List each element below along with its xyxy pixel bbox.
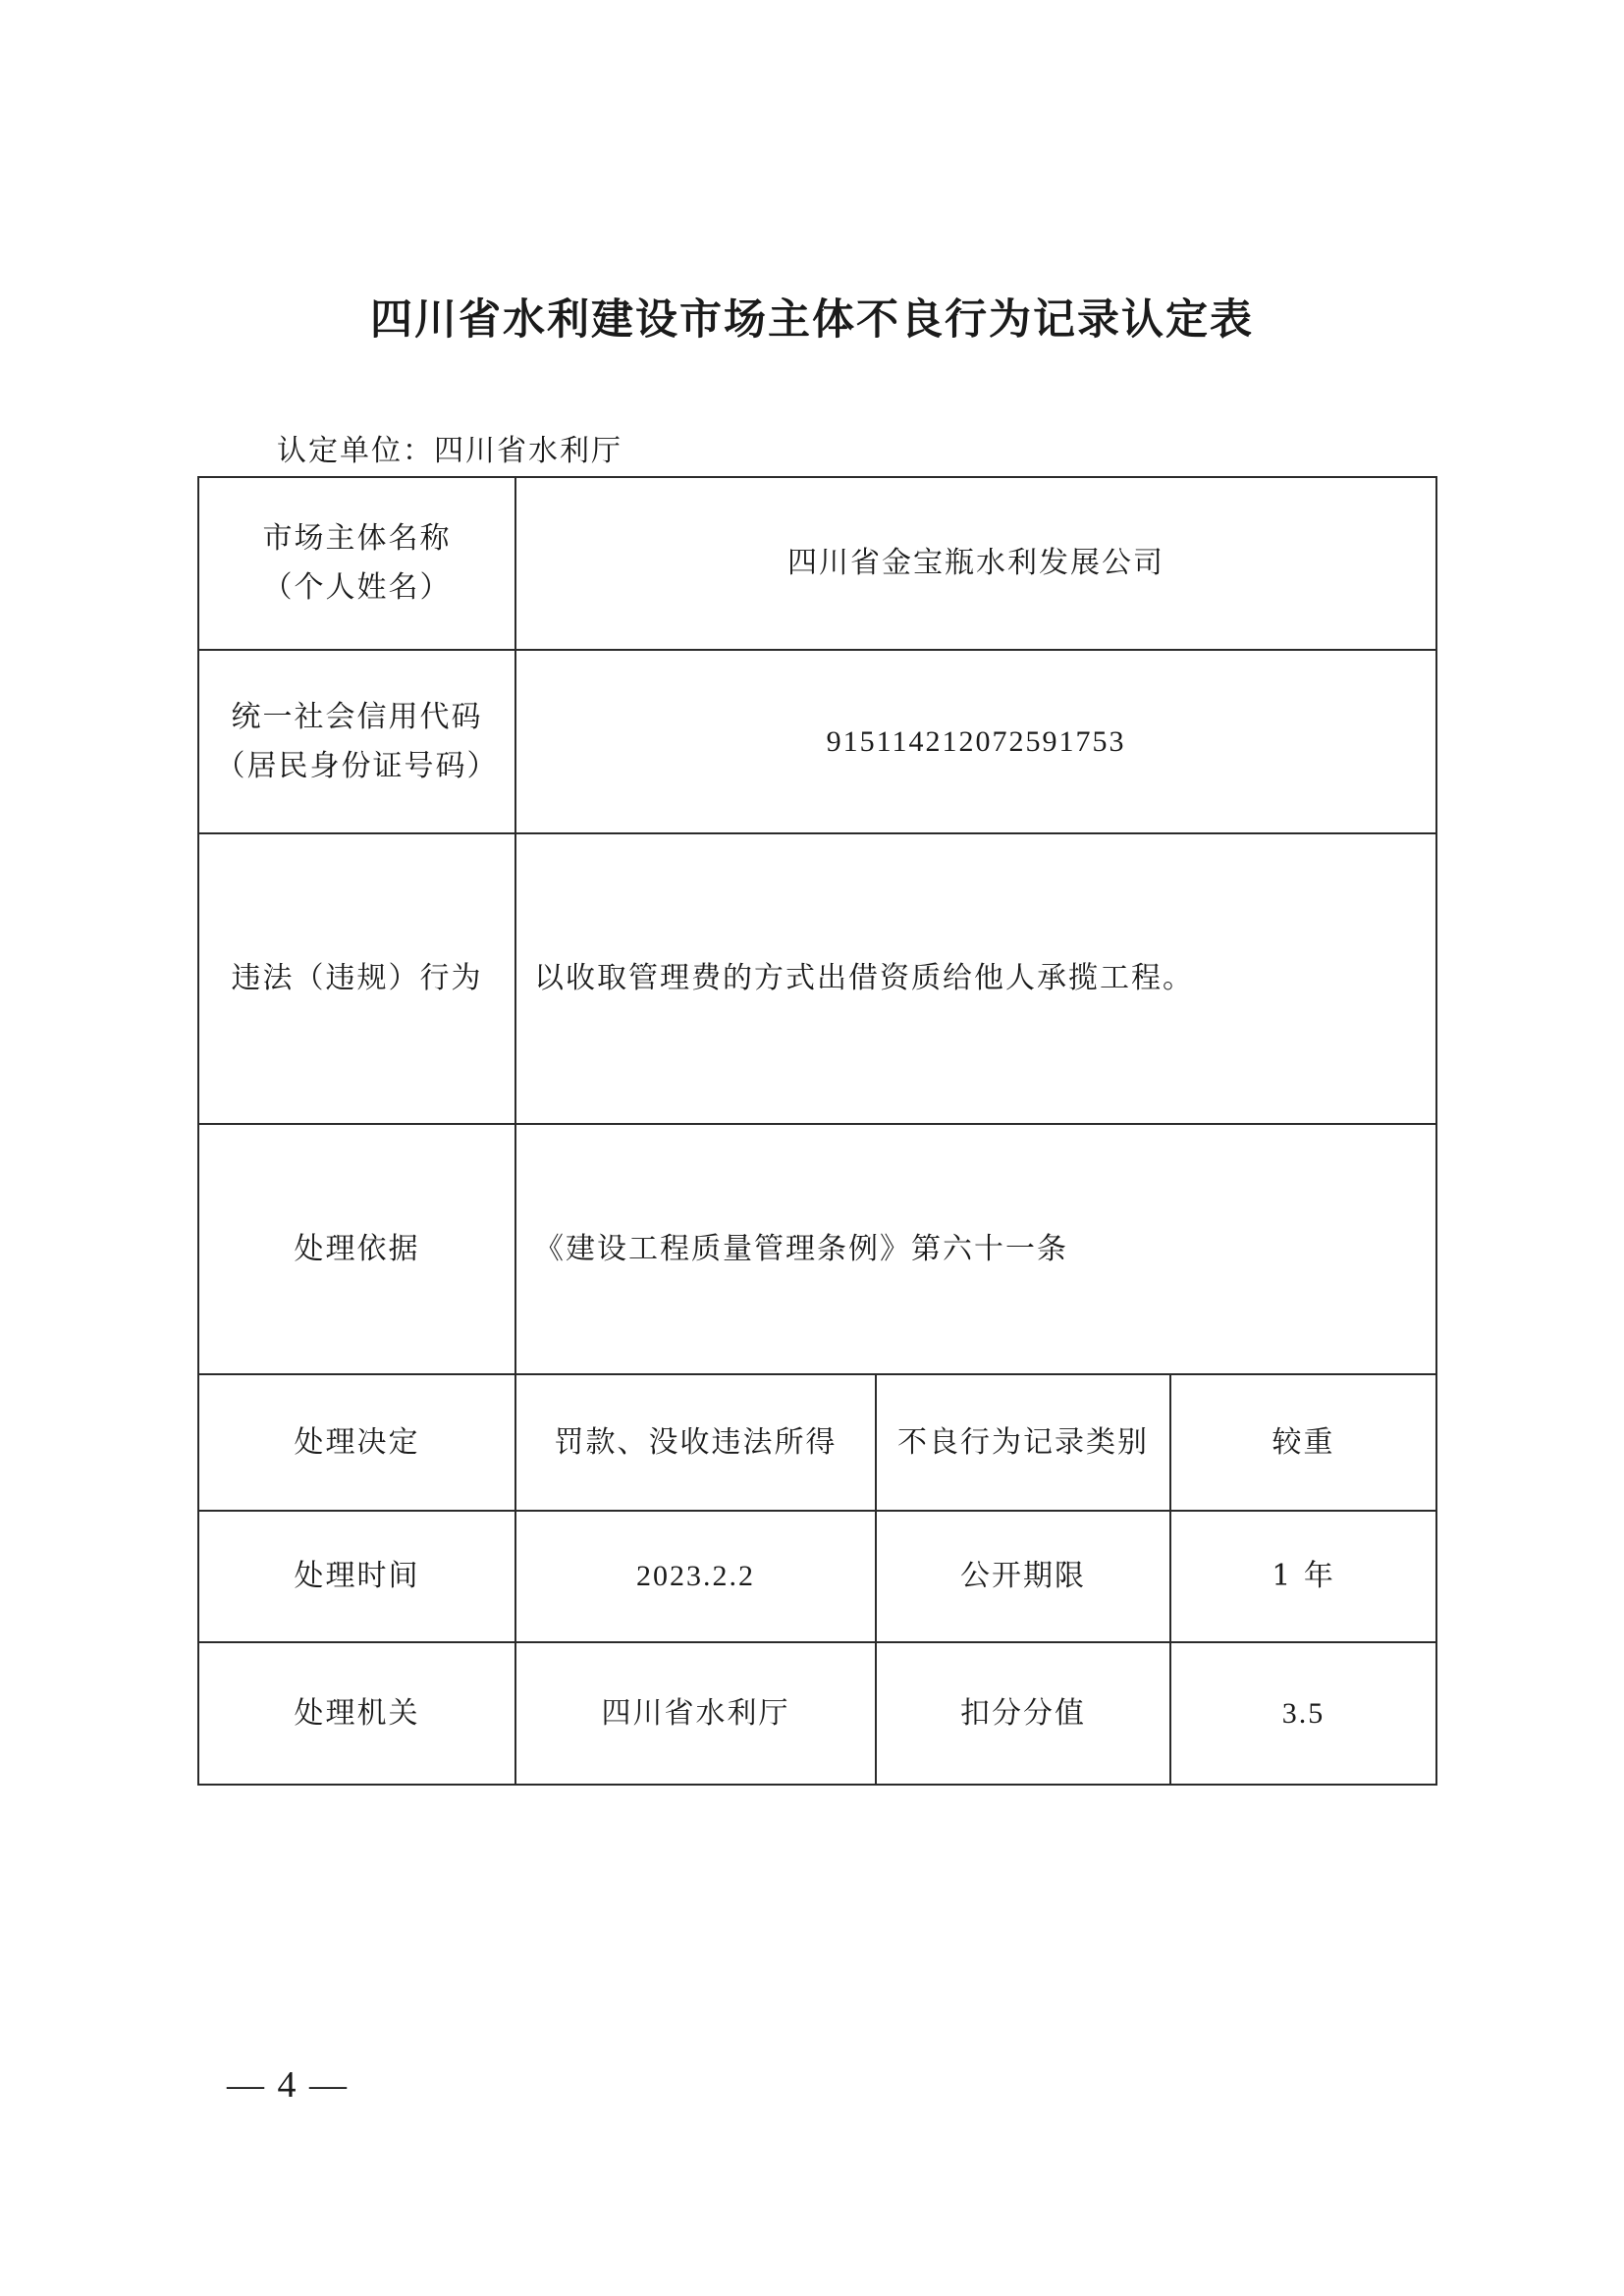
row-credit-code	[198, 650, 1436, 833]
credit-code-label	[198, 650, 515, 833]
category-label: 不良行为记录类别	[876, 1374, 1170, 1511]
row-violation	[198, 833, 1436, 1124]
page-number: — 4 —	[227, 2064, 349, 2106]
entity-name-label-line-1: 市场主体名称	[262, 521, 452, 556]
category-value: 较重	[1170, 1374, 1436, 1511]
violation-value: 以收取管理费的方式出借资质给他人承揽工程。	[515, 833, 1436, 1124]
credit-code-label-line-1: 统一社会信用代码	[231, 699, 483, 734]
decision-label: 处理决定	[198, 1374, 515, 1511]
row-authority	[198, 1642, 1436, 1785]
score-value: 3.5	[1170, 1642, 1436, 1785]
basis-value: 《建设工程质量管理条例》第六十一条	[515, 1124, 1436, 1374]
decision-value: 罚款、没收违法所得	[515, 1374, 876, 1511]
period-label: 公开期限	[876, 1511, 1170, 1642]
time-label: 处理时间	[198, 1511, 515, 1642]
row-time	[198, 1511, 1436, 1642]
entity-name-label	[198, 477, 515, 650]
authority-value: 四川省水利厅	[515, 1642, 876, 1785]
basis-label: 处理依据	[198, 1124, 515, 1374]
time-value: 2023.2.2	[515, 1511, 876, 1642]
row-basis	[198, 1124, 1436, 1374]
row-entity-name	[198, 477, 1436, 650]
row-decision	[198, 1374, 1436, 1511]
violation-label: 违法（违规）行为	[198, 833, 515, 1124]
record-table	[197, 476, 1437, 1786]
period-value: 1 年	[1170, 1511, 1436, 1642]
credit-code-label-line-2: （居民身份证号码）	[215, 748, 499, 783]
authority-label: 处理机关	[198, 1642, 515, 1785]
entity-name-label-line-2: （个人姓名）	[262, 570, 452, 605]
certifying-unit: 认定单位：四川省水利厅	[277, 434, 623, 468]
score-label: 扣分分值	[876, 1642, 1170, 1785]
entity-name-value: 四川省金宝瓶水利发展公司	[515, 477, 1436, 650]
document-title: 四川省水利建设市场主体不良行为记录认定表	[370, 295, 1254, 345]
credit-code-value: 91511421207259​1753	[515, 650, 1436, 833]
